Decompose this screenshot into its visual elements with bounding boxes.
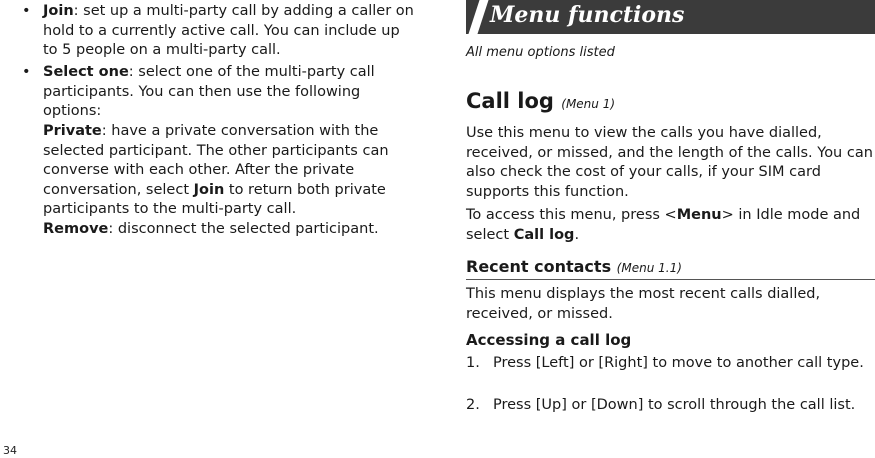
join-text: : set up a multi-party call by adding a caller on hold to a currently active call. You can include up to 5 people on a multi-party call. — [43, 3, 414, 58]
step-text: Press [Up] or [Down] to scroll through the call list. — [493, 397, 856, 413]
recent-contacts-heading — [466, 257, 875, 280]
bullet: • — [22, 64, 31, 80]
bullet: • — [22, 3, 31, 19]
term-private: Private — [43, 123, 102, 139]
select-one-description — [43, 63, 415, 122]
menu-key: Menu — [676, 207, 722, 223]
call-log-title: Call log — [466, 89, 554, 113]
call-log-heading — [466, 89, 615, 113]
step-text: Press [Left] or [Right] to move to another call type. — [493, 355, 864, 371]
private-text-b: to return both private participants to the multi-party call. — [43, 181, 386, 217]
recent-contacts-title: Recent contacts — [466, 257, 612, 276]
term-select-one: Select one — [43, 64, 129, 80]
section-banner — [466, 0, 875, 34]
call-log-ref: (Menu 1) — [561, 97, 616, 111]
page-number: 34 — [3, 444, 17, 457]
private-option — [43, 122, 415, 220]
step-number: 2. — [466, 397, 480, 413]
step-number: 1. — [466, 355, 480, 371]
remove-text: : disconnect the selected participant. — [108, 221, 379, 237]
term-remove: Remove — [43, 221, 109, 237]
join-description — [43, 2, 415, 61]
access-text-a: To access this menu, press < — [466, 207, 677, 223]
recent-contacts-ref: (Menu 1.1) — [616, 261, 682, 275]
banner-title: Menu functions — [490, 2, 685, 28]
menu-note: All menu options listed — [466, 45, 615, 60]
call-log-term: Call log — [513, 226, 575, 243]
accessing-call-log-heading: Accessing a call log — [466, 331, 632, 349]
term-join: Join — [43, 3, 74, 19]
access-text-b: > in Idle mode and select — [466, 207, 861, 243]
call-log-description: Use this menu to view the calls you have dialled, received, or missed, and the length of the calls. You can also check the cost of your calls, if your SIM card supports this function. — [466, 125, 873, 200]
access-text-c: . — [574, 226, 580, 243]
banner-decoration — [468, 0, 488, 34]
remove-option — [43, 220, 415, 240]
term-join-inline: Join — [193, 181, 225, 198]
select-one-text: : select one of the multi-party call participants. You can then use the following options: — [43, 64, 375, 119]
private-text-a: : have a private conversation with the selected participant. The other participants can converse with each other. After the private conversation, select — [43, 123, 389, 198]
recent-contacts-description: This menu displays the most recent calls dialled, received, or missed. — [466, 286, 821, 322]
access-instructions — [466, 206, 875, 245]
